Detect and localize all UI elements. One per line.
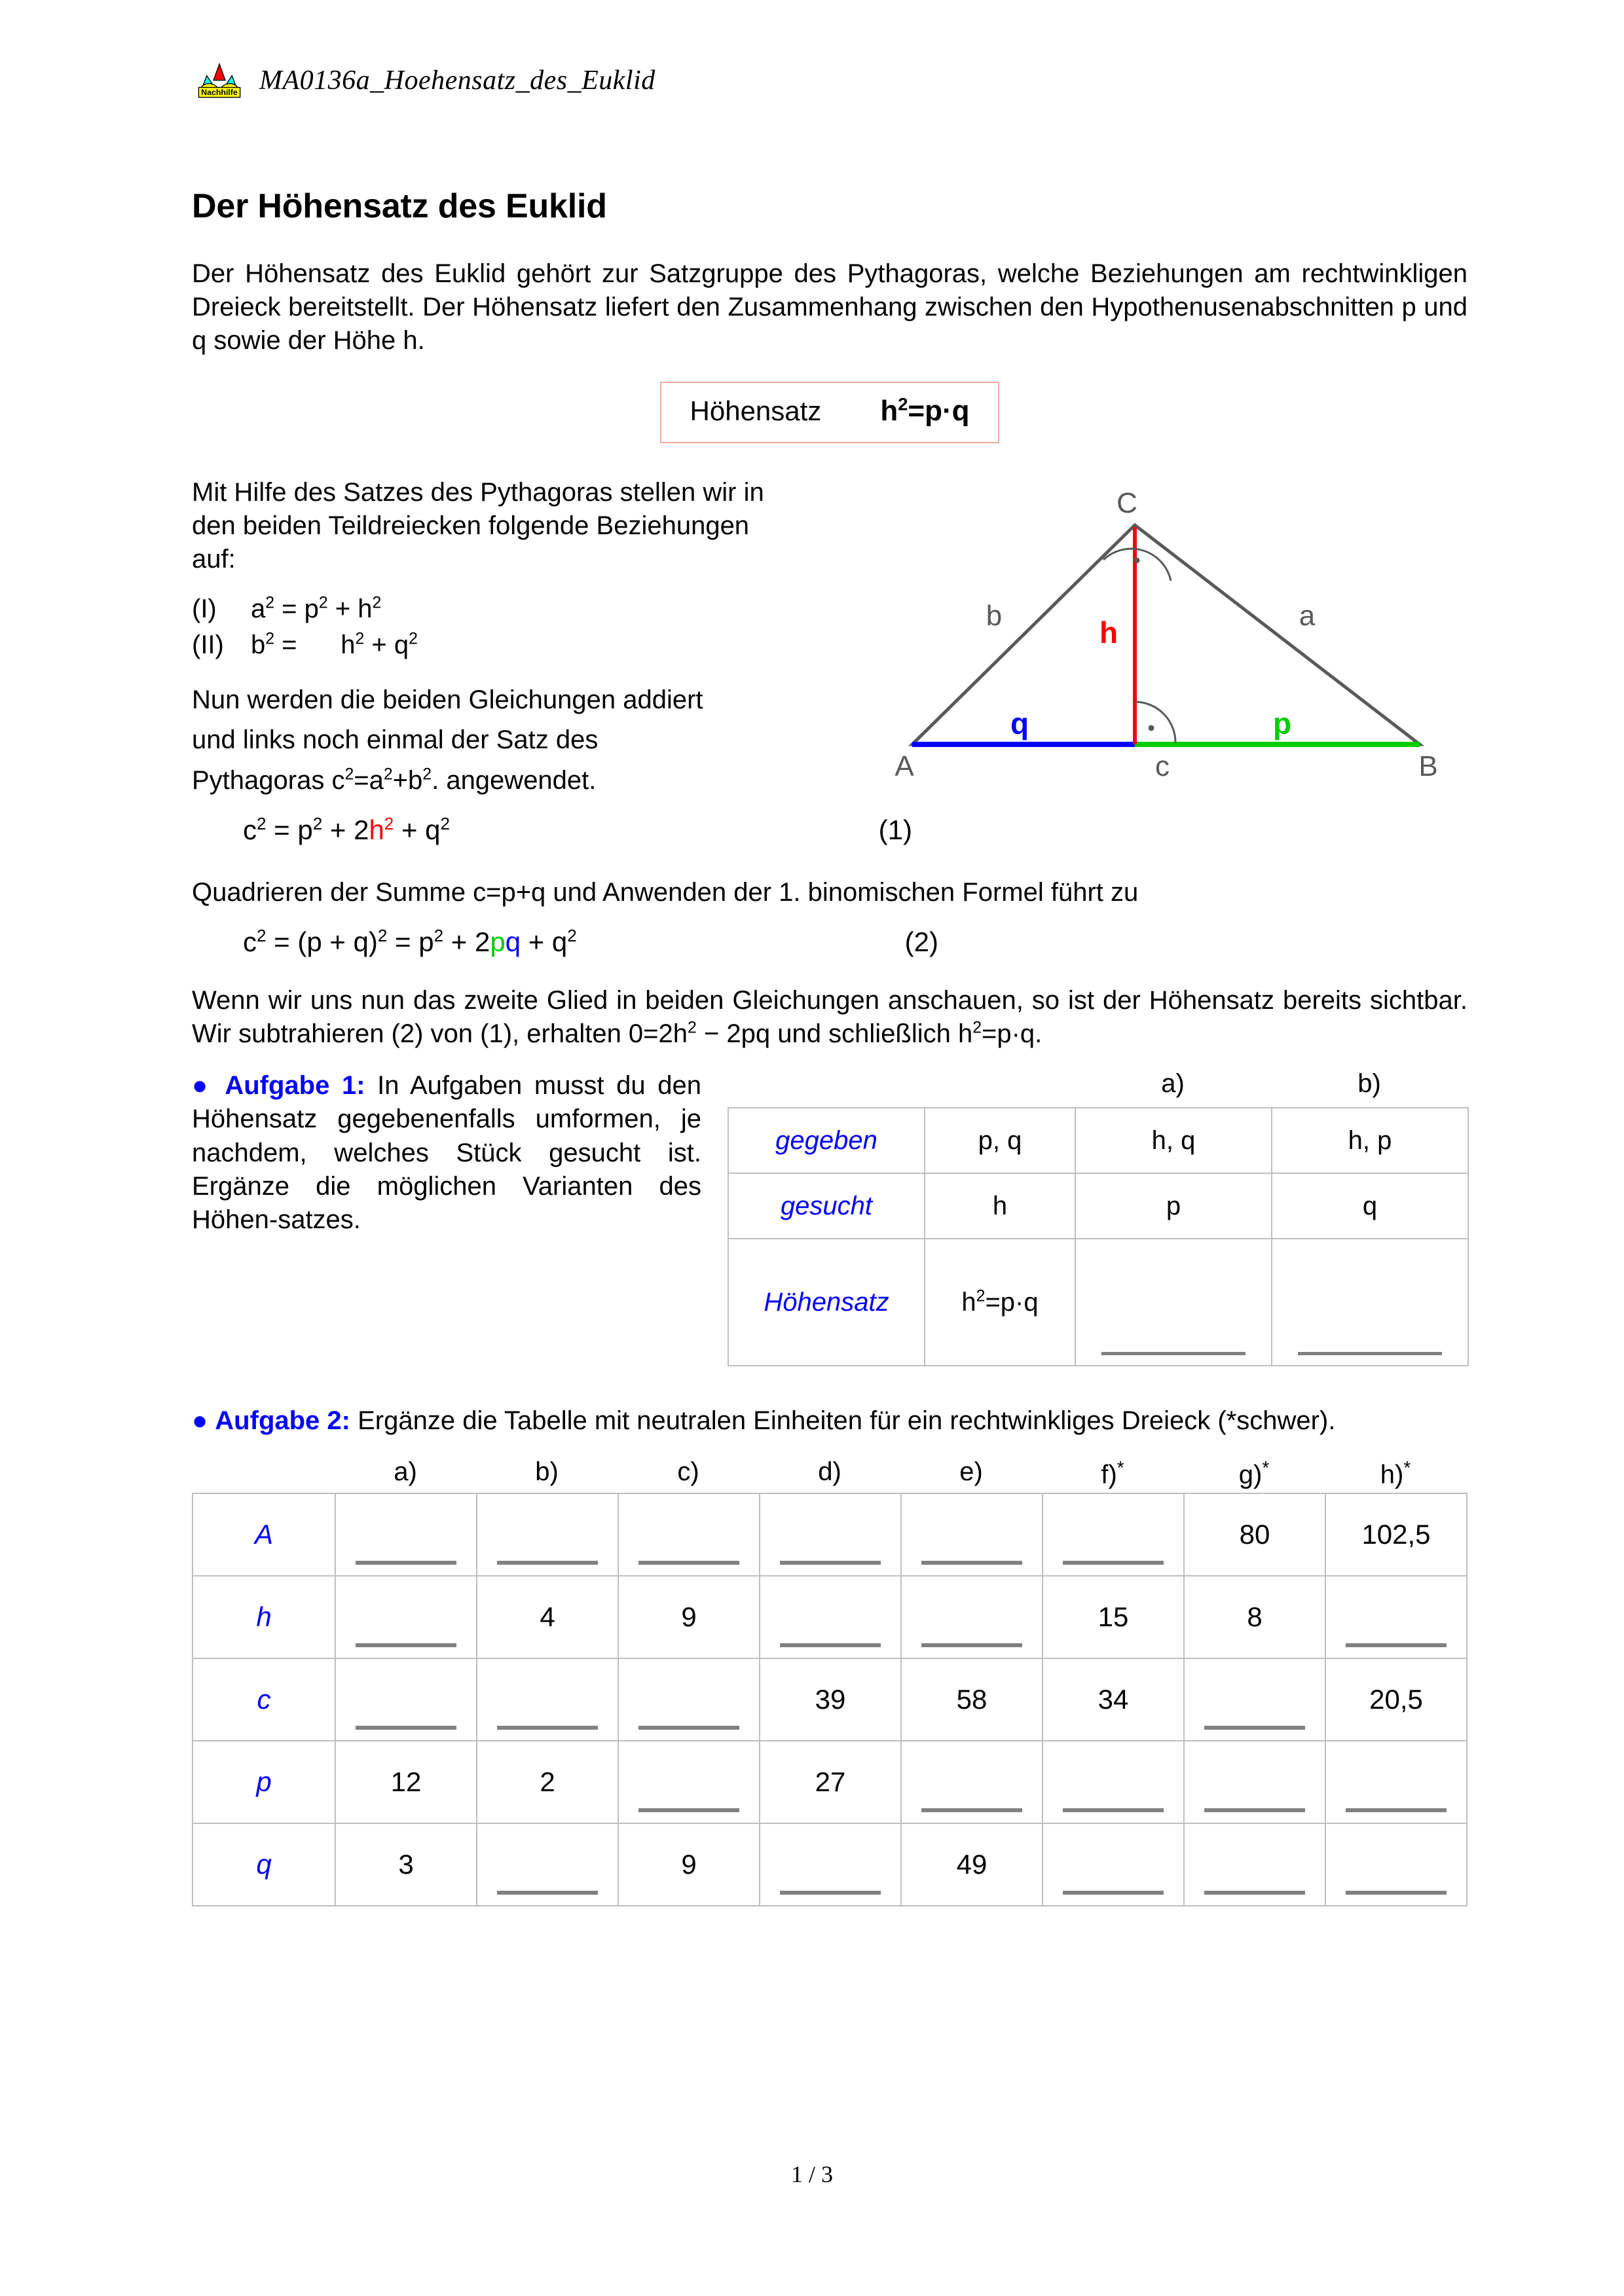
aufgabe-2-text	[192, 1404, 1467, 1438]
t2-row-label-p: p	[193, 1741, 335, 1823]
blank-line	[497, 1726, 598, 1730]
t2-head-b: b)	[535, 1457, 559, 1487]
addition-text-line1: Nun werden die beiden Gleichungen addiert	[192, 685, 703, 715]
blank-line	[1204, 1891, 1305, 1895]
table-row	[728, 1239, 1468, 1366]
t2-cell-A-d[interactable]	[760, 1493, 901, 1576]
aufgabe-1-text	[192, 1069, 701, 1237]
t2-row-label-A: A	[193, 1493, 335, 1576]
addition-text-line3-pre: Pythagoras	[192, 765, 332, 795]
t1-cell-gegeben-b[interactable]: h, p	[1272, 1108, 1468, 1173]
t1-head-empty-1	[728, 1069, 924, 1107]
nachhilfe-logo-icon	[196, 62, 242, 98]
t2-cell-c-c[interactable]	[618, 1658, 760, 1741]
blank-line	[780, 1891, 881, 1895]
equation-I-label: (I)	[192, 594, 217, 624]
t2-cell-A-h[interactable]	[1325, 1493, 1467, 1576]
intro-paragraph: Der Höhensatz des Euklid gehört zur Satzgruppe des Pythagoras, welche Beziehungen am rechtwinkligen Dreieck bereitstellt. Der Höhensatz liefert den Zusammenhang zwischen den Hypothenusenabschnitten p und q sowie der Höhe h.	[192, 259, 1467, 355]
aufgabe-2-body: Ergänze die Tabelle mit neutralen Einheiten für ein rechtwinkliges Dreieck (*schwer).	[350, 1406, 1336, 1436]
triangle-outline	[912, 525, 1420, 744]
t2-row-label-q: q	[193, 1823, 335, 1906]
t1-row-label-hoehensatz: Höhensatz	[728, 1239, 925, 1366]
side-label-c: c	[1155, 750, 1170, 782]
t1-cell-gegeben-a[interactable]: h, q	[1075, 1108, 1272, 1173]
t1-blank-a[interactable]	[1077, 1240, 1270, 1364]
blank-line	[356, 1726, 456, 1730]
t2-cell-h-f[interactable]	[1043, 1576, 1184, 1658]
t1-blank-b[interactable]	[1273, 1240, 1467, 1364]
page-footer	[0, 2160, 1624, 2188]
addition-text-line2: und links noch einmal der Satz des	[192, 725, 599, 755]
t2-row-label-c: c	[193, 1658, 335, 1741]
t2-cell-p-e[interactable]	[901, 1741, 1043, 1823]
cell-value: 39	[815, 1683, 846, 1715]
t1-cell-hoehensatz-b[interactable]	[1272, 1239, 1468, 1366]
t2-cell-c-b[interactable]	[477, 1658, 618, 1741]
blank-line	[780, 1561, 881, 1565]
t2-cell-h-e[interactable]	[901, 1576, 1043, 1658]
t2-cell-p-h[interactable]	[1325, 1741, 1467, 1823]
cell-value: 8	[1247, 1601, 1263, 1632]
blank-line	[921, 1643, 1022, 1647]
equation-I: (I) $a^2 = p^2 + h^2$	[192, 594, 382, 624]
cell-value: 102,5	[1361, 1518, 1431, 1550]
t2-head-a: a)	[394, 1457, 417, 1487]
equation-1-row	[192, 814, 912, 846]
t2-cell-p-a[interactable]	[335, 1741, 477, 1823]
hoehensatz-formula-box	[660, 382, 1000, 443]
table-row	[193, 1658, 1467, 1741]
blank-line	[356, 1643, 456, 1647]
closing-part-2: − 2pq und schließlich h	[696, 1019, 973, 1049]
segment-label-q: q	[1010, 706, 1029, 740]
t2-cell-h-g[interactable]	[1184, 1576, 1325, 1658]
cell-value: 58	[956, 1683, 987, 1715]
blank-line	[921, 1561, 1022, 1565]
blank-line	[780, 1643, 881, 1647]
cell-value: 15	[1098, 1601, 1129, 1632]
equation-2-tag: (2)	[904, 926, 938, 957]
blank-line	[638, 1808, 739, 1812]
table-row	[193, 1823, 1467, 1906]
page-title: Der Höhensatz des Euklid	[192, 187, 607, 225]
hoehensatz-formula-container	[192, 382, 1467, 443]
vertex-label-C: C	[1116, 486, 1137, 519]
cell-value: 49	[956, 1848, 987, 1880]
t2-cell-c-d[interactable]	[760, 1658, 901, 1741]
blank-line	[1204, 1726, 1305, 1730]
blank-line	[1063, 1808, 1164, 1812]
cell-value: 9	[681, 1848, 697, 1880]
cell-value: 80	[1239, 1518, 1270, 1550]
t2-cell-h-b[interactable]	[477, 1576, 618, 1658]
aufgabe-1-section	[192, 1069, 1467, 1366]
t2-cell-c-g[interactable]	[1184, 1658, 1325, 1741]
t2-head-g: g)*	[1238, 1457, 1270, 1489]
document-header	[196, 62, 655, 98]
table-row	[728, 1108, 1468, 1173]
equation-1-expression: $c^2 = p^2 + 2h^2 + q^2$	[243, 813, 450, 845]
t2-row-label-h: h	[193, 1576, 335, 1658]
t1-cell-gesucht-a[interactable]: p	[1075, 1173, 1272, 1239]
blank-line	[638, 1561, 739, 1565]
t2-cell-c-a[interactable]	[335, 1658, 477, 1741]
aufgabe-1-table	[728, 1107, 1469, 1366]
t2-cell-q-a[interactable]	[335, 1823, 477, 1906]
side-label-b: b	[986, 599, 1003, 632]
header-document-id: MA0136a_Hoehensatz_des_Euklid	[259, 65, 655, 96]
formula-equation: $h^2=p\cdot q$	[880, 393, 970, 427]
t2-cell-q-b[interactable]	[477, 1823, 618, 1906]
addition-text-line3-post: angewendet.	[439, 765, 597, 795]
table-row	[193, 1493, 1467, 1576]
equation-II-label: (II)	[192, 630, 224, 660]
t2-cell-c-h[interactable]	[1325, 1658, 1467, 1741]
cell-value: 3	[398, 1848, 414, 1880]
t2-cell-A-f[interactable]	[1043, 1493, 1184, 1576]
aufgabe-1-table-header-row	[728, 1069, 1467, 1107]
t2-cell-q-f[interactable]	[1043, 1823, 1184, 1906]
t2-cell-h-d[interactable]	[760, 1576, 901, 1658]
blank-line	[1063, 1561, 1164, 1565]
equation-2-row	[192, 926, 938, 958]
aufgabe-2-table	[192, 1493, 1467, 1906]
t2-cell-q-g[interactable]	[1184, 1823, 1325, 1906]
cell-value: 9	[681, 1601, 697, 1632]
t1-head-a: a)	[1161, 1069, 1185, 1099]
t1-head-b: b)	[1357, 1069, 1381, 1099]
t2-cell-q-h[interactable]	[1325, 1823, 1467, 1906]
closing-part-3: =p·q.	[982, 1019, 1043, 1049]
t2-head-d: d)	[818, 1457, 841, 1487]
segment-label-p: p	[1272, 706, 1292, 740]
height-label-h: h	[1099, 615, 1118, 649]
triangle-diagram-column	[873, 476, 1467, 784]
pythagoras-and-diagram-row	[192, 476, 1467, 812]
right-angle-arc-at-C	[1103, 549, 1171, 581]
binom-intro-text: Quadrieren der Summe c=p+q und Anwenden der 1. binomischen Formel führt zu	[192, 877, 1139, 907]
blank-line	[921, 1808, 1022, 1812]
t1-cell-hoehensatz-a[interactable]	[1075, 1239, 1272, 1366]
cell-value: 4	[540, 1601, 555, 1632]
t2-cell-q-e[interactable]	[901, 1823, 1043, 1906]
t2-head-c: c)	[677, 1457, 699, 1487]
t2-head-e: e)	[959, 1457, 983, 1487]
vertex-label-B: B	[1418, 750, 1438, 782]
blank-line	[356, 1561, 456, 1565]
table-row	[728, 1173, 1468, 1239]
right-angle-arc-at-foot	[1135, 702, 1175, 743]
aufgabe-2-label: Aufgabe 2:	[215, 1406, 350, 1436]
aufgabe-2-table-header-row	[192, 1457, 1467, 1489]
addition-text-line3: Pythagoras $c^2=a^2+b^2$. angewendet.	[192, 765, 597, 795]
t2-head-f: f)*	[1101, 1457, 1124, 1489]
vertex-label-A: A	[895, 750, 914, 782]
blank-line	[1063, 1891, 1164, 1895]
formula-label: Höhensatz	[690, 395, 822, 426]
equation-II: (II) $b^2$ = $h^2 + q^2$	[192, 630, 418, 660]
t1-cell-gegeben-0[interactable]: p, q	[925, 1108, 1075, 1173]
logo-label: Nachhilfe	[201, 88, 238, 98]
blank-line	[638, 1726, 739, 1730]
blank-line	[497, 1561, 598, 1565]
t2-cell-p-b[interactable]	[477, 1741, 618, 1823]
cell-value: 34	[1098, 1683, 1129, 1715]
cell-value: 20,5	[1369, 1683, 1423, 1715]
side-label-a: a	[1299, 599, 1316, 632]
t2-head-h: h)*	[1380, 1457, 1411, 1489]
t1-cell-gesucht-b[interactable]: q	[1272, 1173, 1468, 1239]
document-content	[192, 187, 1467, 1906]
t2-cell-p-f[interactable]	[1043, 1741, 1184, 1823]
t2-cell-h-c[interactable]	[618, 1576, 760, 1658]
t1-cell-hoehensatz-0[interactable]: $h^2=p\cdot q$	[925, 1239, 1075, 1366]
closing-part-1: Wenn wir uns nun das zweite Glied in beiden Gleichungen anschauen, so ist der Höhensatz bereits sichtbar. Wir subtrahieren (2) von (1), erhalten 0=2h	[192, 985, 1467, 1049]
blank-line	[1346, 1891, 1447, 1895]
blank-line	[1204, 1808, 1305, 1812]
t2-cell-p-g[interactable]	[1184, 1741, 1325, 1823]
aufgabe-1-bullet-icon: ●	[192, 1071, 213, 1101]
pythagoras-text-column	[192, 476, 873, 812]
blank-line	[1346, 1808, 1447, 1812]
blank-line	[1346, 1643, 1447, 1647]
aufgabe-1-table-wrap	[728, 1069, 1467, 1366]
page-number: 1 / 3	[790, 2161, 833, 2187]
t2-cell-c-f[interactable]	[1043, 1658, 1184, 1741]
t2-cell-q-d[interactable]	[760, 1823, 901, 1906]
aufgabe-1-body: In Aufgaben musst du den Höhensatz gegebenenfalls umformen, je nachdem, welches Stück gesucht ist. Ergänze die möglichen Varianten des Höhen-satzes.	[192, 1071, 701, 1234]
t2-cell-A-g[interactable]	[1184, 1493, 1325, 1576]
t2-cell-A-c[interactable]	[618, 1493, 760, 1576]
t1-row-label-gesucht: gesucht	[728, 1173, 925, 1239]
cell-value: 12	[390, 1766, 422, 1797]
t2-cell-h-h[interactable]	[1325, 1576, 1467, 1658]
t2-cell-A-b[interactable]	[477, 1493, 618, 1576]
equation-2-expression: $c^2 = (p + q)^2 = p^2 + 2pq + q^2$	[243, 925, 577, 957]
aufgabe-2-bullet-icon: ●	[192, 1406, 208, 1436]
t1-cell-gesucht-0[interactable]: h	[925, 1173, 1075, 1239]
t2-cell-q-c[interactable]	[618, 1823, 760, 1906]
t2-cell-h-a[interactable]	[335, 1576, 477, 1658]
right-angle-dot-at-foot	[1149, 725, 1154, 731]
table-row	[193, 1576, 1467, 1658]
t2-cell-p-c[interactable]	[618, 1741, 760, 1823]
t1-head-empty-2	[924, 1069, 1075, 1107]
t2-head-spacer	[192, 1457, 335, 1489]
t2-cell-A-a[interactable]	[335, 1493, 477, 1576]
table-row	[193, 1741, 1467, 1823]
pythagoras-intro: Mit Hilfe des Satzes des Pythagoras stellen wir in den beiden Teildreiecken folgende Beziehungen auf:	[192, 477, 764, 574]
closing-paragraph: Wenn wir uns nun das zweite Glied in beiden Gleichungen anschauen, so ist der Höhensatz bereits sichtbar. Wir subtrahieren (2) von (1), erhalten $0=2h^2 - 2pq$ und schließlich $h^2=p\cdot q$.	[192, 985, 1467, 1049]
blank-line	[497, 1891, 598, 1895]
aufgabe-1-label: Aufgabe 1:	[225, 1071, 365, 1101]
t2-cell-c-e[interactable]	[901, 1658, 1043, 1741]
right-angle-dot-at-C	[1134, 557, 1140, 563]
equation-1-tag: (1)	[878, 814, 912, 845]
right-triangle-diagram	[873, 476, 1462, 784]
t2-cell-p-d[interactable]	[760, 1741, 901, 1823]
cell-value: 2	[540, 1766, 555, 1797]
t1-row-label-gegeben: gegeben	[728, 1108, 925, 1173]
t2-cell-A-e[interactable]	[901, 1493, 1043, 1576]
cell-value: 27	[815, 1766, 846, 1797]
